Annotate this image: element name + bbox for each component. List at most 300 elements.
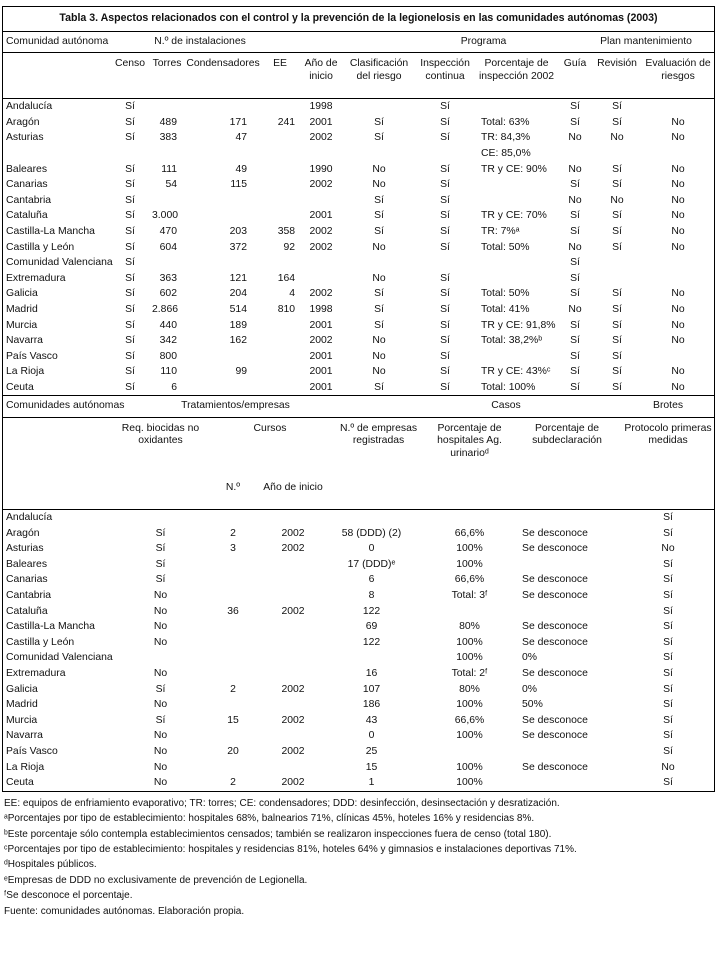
row-label: Baleares xyxy=(6,558,48,570)
table-row xyxy=(3,240,714,256)
row-label xyxy=(3,146,111,162)
table-cell: No xyxy=(153,636,168,648)
table-cell: 1998 xyxy=(309,101,333,113)
table-cell: Sí xyxy=(440,101,450,113)
row-label: Galicia xyxy=(6,288,38,300)
table-cell: Se desconoce xyxy=(522,761,588,773)
table-cell xyxy=(256,588,330,604)
table-cell xyxy=(299,146,343,162)
table-cell: 15 xyxy=(365,761,378,773)
table-row xyxy=(3,255,714,271)
table-cell: 2002 xyxy=(281,605,305,617)
table-cell: Sí xyxy=(374,319,384,331)
table-cell: 372 xyxy=(229,241,247,253)
col-revision: Revisión xyxy=(597,58,637,70)
table-cell: Sí xyxy=(125,101,135,113)
table-cell: Sí xyxy=(440,163,450,175)
table-cell: 2002 xyxy=(309,179,333,191)
table-cell xyxy=(111,510,210,526)
table-cell xyxy=(261,146,299,162)
table-cell: 514 xyxy=(229,303,247,315)
table-cell: 2002 xyxy=(281,543,305,555)
table-cell xyxy=(427,510,512,526)
table-cell: 25 xyxy=(365,745,378,757)
table-cell: 66,6% xyxy=(454,574,485,586)
table-cell: No xyxy=(568,132,582,144)
table-cell xyxy=(261,193,299,209)
table-row xyxy=(3,650,714,666)
table-cell: 80% xyxy=(459,621,480,633)
table-cell xyxy=(210,588,256,604)
table-cell: 2001 xyxy=(309,350,333,362)
table-cell: TR: 7%ᵃ xyxy=(481,225,520,237)
table-cell xyxy=(642,271,714,287)
note-line: ᶠSe desconoce el porcentaje. xyxy=(4,890,133,902)
table-cell: 604 xyxy=(159,241,177,253)
table-row xyxy=(3,177,714,193)
table-cell xyxy=(427,604,512,620)
table-cell: 2002 xyxy=(309,132,333,144)
installations-header: N.º de instalaciones xyxy=(154,35,246,47)
row-label: Comunidad Valenciana xyxy=(6,652,113,664)
col-ano-inicio: Año de inicio xyxy=(304,58,338,82)
table-cell: Sí xyxy=(570,319,580,331)
table-cell: No xyxy=(671,366,685,378)
table-cell: Sí xyxy=(612,116,622,128)
col-clasificacion: Clasificación del riesgo xyxy=(349,58,409,82)
table-row xyxy=(3,349,714,365)
table-row xyxy=(3,99,714,115)
table-cell: Sí xyxy=(374,116,384,128)
table-cell xyxy=(261,333,299,349)
table-cell: No xyxy=(153,761,168,773)
table-cell xyxy=(210,697,256,713)
table-cell: 2 xyxy=(230,777,236,789)
table-row xyxy=(3,510,714,526)
row-label: País Vasco xyxy=(6,745,58,757)
table-cell: 110 xyxy=(160,366,177,378)
row-label: Castilla y León xyxy=(6,241,75,253)
table-cell: Sí xyxy=(125,257,135,269)
table-cell xyxy=(261,208,299,224)
table-cell: No xyxy=(661,761,675,773)
table-cell: Sí xyxy=(663,512,673,524)
table-cell: CE: 85,0% xyxy=(481,147,531,159)
table-cell xyxy=(475,193,558,209)
table-cell: No xyxy=(671,319,685,331)
table-cell: 2002 xyxy=(281,527,305,539)
table-cell: Sí xyxy=(663,714,673,726)
table-cell: No xyxy=(153,699,168,711)
table-cell xyxy=(512,510,622,526)
table-cell: Sí xyxy=(374,303,384,315)
row-label: Ceuta xyxy=(6,381,34,393)
table-cell: 20 xyxy=(227,745,239,757)
table-cell: Sí xyxy=(663,699,673,711)
table-cell: Sí xyxy=(440,288,450,300)
table-cell xyxy=(261,255,299,271)
table-cell: 1998 xyxy=(309,303,333,315)
table-cell: No xyxy=(568,163,582,175)
table-cell: Sí xyxy=(155,527,166,539)
table-cell xyxy=(512,744,622,760)
table-cell xyxy=(330,510,427,526)
col-condensadores: Condensadores xyxy=(186,58,260,70)
table-row xyxy=(3,380,714,396)
table-cell xyxy=(475,271,558,287)
table-cell xyxy=(256,697,330,713)
row-label: País Vasco xyxy=(6,350,58,362)
table-cell: No xyxy=(671,116,685,128)
table-title: Tabla 3. Aspectos relacionados con el control y la prevención de la legionelosis en las comunidades autónomas (2003) xyxy=(3,7,714,32)
table-frame xyxy=(2,6,715,791)
table-cell: 440 xyxy=(159,319,177,331)
table-cell: 54 xyxy=(165,179,177,191)
table-cell: Sí xyxy=(570,366,580,378)
table-cell: Sí xyxy=(125,272,135,284)
table-cell: Sí xyxy=(663,652,673,664)
table-cell xyxy=(475,255,558,271)
table-cell: 100% xyxy=(456,699,483,711)
table-row xyxy=(3,744,714,760)
table-cell: 17 (DDD)ᵉ xyxy=(347,558,396,570)
table-cell: Sí xyxy=(440,335,450,347)
table-cell: Sí xyxy=(612,335,622,347)
treatments-header: Tratamientos/empresas xyxy=(181,400,290,412)
table-cell xyxy=(256,666,330,682)
table-cell: 15 xyxy=(227,714,239,726)
table-cell: Sí xyxy=(570,225,580,237)
table-cell xyxy=(642,349,714,365)
table-cell: Sí xyxy=(663,683,673,695)
table-cell: No xyxy=(153,730,168,742)
table-cell: 602 xyxy=(159,288,177,300)
bottom-group-header-row xyxy=(3,396,714,418)
table-row xyxy=(3,224,714,240)
table-cell: Sí xyxy=(440,303,450,315)
note-line: ᵇEste porcentaje sólo contempla establecimientos censados; también se realizaron inspecciones fuera de censo (total 180). xyxy=(4,828,552,840)
table-cell: Se desconoce xyxy=(522,590,588,602)
col-protocolo: Protocolo primeras medidas xyxy=(624,423,712,447)
table-cell: Sí xyxy=(612,381,622,393)
table-cell: Sí xyxy=(374,132,384,144)
table-cell xyxy=(475,99,558,115)
table-cell: 189 xyxy=(229,319,247,331)
table-cell: 2001 xyxy=(309,366,333,378)
table-cell: TR y CE: 43%ᶜ xyxy=(481,366,551,378)
table-cell: Sí xyxy=(125,132,135,144)
table-cell: 2002 xyxy=(309,225,333,237)
table-cell: 50% xyxy=(522,699,543,711)
document xyxy=(2,6,715,919)
table-cell xyxy=(475,177,558,193)
table-cell xyxy=(642,255,714,271)
table-cell: Sí xyxy=(663,745,673,757)
table-row xyxy=(3,541,714,557)
row-label: Cantabria xyxy=(6,194,52,206)
table-cell: Sí xyxy=(155,574,166,586)
table-cell: No xyxy=(153,668,168,679)
table-cell: Total: 41% xyxy=(481,303,530,315)
table-cell: Sí xyxy=(125,350,135,362)
table-cell xyxy=(261,349,299,365)
table-cell: 92 xyxy=(283,241,296,253)
table-cell: 489 xyxy=(159,116,177,128)
table-cell: 100% xyxy=(456,636,483,648)
row-label: La Rioja xyxy=(6,761,45,773)
table-cell xyxy=(256,510,330,526)
table-cell xyxy=(512,604,622,620)
col-censo: Censo xyxy=(114,58,146,70)
table-cell: Sí xyxy=(440,116,450,128)
table-cell xyxy=(149,99,185,115)
table-cell: Sí xyxy=(155,714,166,726)
table-row xyxy=(3,333,714,349)
table-cell: Se desconoce xyxy=(522,714,588,726)
table-cell: TR y CE: 90% xyxy=(481,163,547,175)
table-cell: 47 xyxy=(235,132,247,144)
table-cell: No xyxy=(671,194,685,206)
table-cell xyxy=(261,318,299,334)
table-cell: Sí xyxy=(440,366,450,378)
table-cell: 6 xyxy=(171,381,177,393)
table-cell: Sí xyxy=(663,636,673,648)
table-cell: 2002 xyxy=(281,683,305,695)
table-cell: Sí xyxy=(570,335,580,347)
table-cell: Sí xyxy=(612,303,622,315)
table-cell: 2.866 xyxy=(152,303,179,315)
table-cell: Sí xyxy=(125,225,135,237)
table-cell: 80% xyxy=(459,683,480,695)
table-cell xyxy=(210,510,256,526)
table-row xyxy=(3,666,714,682)
table-cell: 100% xyxy=(456,558,483,570)
table-cell xyxy=(642,146,714,162)
table-cell: TR y CE: 70% xyxy=(481,210,547,222)
col-torres: Torres xyxy=(152,58,182,70)
table-row xyxy=(3,572,714,588)
table-cell: Sí xyxy=(612,225,622,237)
table-cell: Sí xyxy=(125,288,135,300)
table-cell: Sí xyxy=(440,132,450,144)
table-row xyxy=(3,130,714,146)
table-cell: 43 xyxy=(365,714,378,726)
table-cell xyxy=(261,364,299,380)
table-cell: No xyxy=(372,272,386,284)
row-label: Cantabria xyxy=(6,590,52,602)
col-guia: Guía xyxy=(563,58,587,70)
row-label: Andalucía xyxy=(6,101,53,113)
table-cell xyxy=(185,255,261,271)
table-cell: 3 xyxy=(230,543,236,555)
table-cell: Sí xyxy=(125,194,135,206)
row-label: Aragón xyxy=(6,116,40,128)
table-cell: Sí xyxy=(440,319,450,331)
table-cell: No xyxy=(153,605,168,617)
table-cell: 164 xyxy=(277,272,296,284)
row-label: Ceuta xyxy=(6,777,34,789)
table-cell: No xyxy=(671,303,685,315)
table-cell: TR: 84,3% xyxy=(481,132,531,144)
table-row xyxy=(3,619,714,635)
table-cell: Sí xyxy=(374,194,384,206)
col-biocidas: Req. biocidas no oxidantes xyxy=(121,423,200,447)
table-cell xyxy=(299,255,343,271)
table-cell: Sí xyxy=(612,366,622,378)
note-line: ᵃPorcentajes por tipo de establecimiento: hospitales 68%, balnearios 71%, clínicas 45%, hoteles 16% y residencias 8%. xyxy=(4,813,535,825)
table-cell: Sí xyxy=(125,116,135,128)
table-cell: TR y CE: 91,8% xyxy=(481,319,556,331)
table-cell: 162 xyxy=(229,335,247,347)
table-row xyxy=(3,604,714,620)
table-cell xyxy=(592,271,642,287)
community-header: Comunidad autónoma xyxy=(6,35,109,47)
table-cell xyxy=(185,208,261,224)
table-cell: 8 xyxy=(368,590,375,602)
note-line: EE: equipos de enfriamiento evaporativo; TR: torres; CE: condensadores; DDD: desinfección, desinsectación y desratización. xyxy=(4,797,560,809)
table-cell: Se desconoce xyxy=(522,621,588,633)
table-cell xyxy=(185,99,261,115)
table-cell xyxy=(210,728,256,744)
row-label: Asturias xyxy=(6,132,44,144)
table-cell: Sí xyxy=(663,668,673,679)
table-cell: Sí xyxy=(663,730,673,742)
table-row xyxy=(3,364,714,380)
table-cell: No xyxy=(372,350,386,362)
table-cell xyxy=(299,193,343,209)
table-cell xyxy=(343,255,415,271)
table-cell: Sí xyxy=(570,288,580,300)
table-cell: Sí xyxy=(612,179,622,191)
row-label: Baleares xyxy=(6,163,48,175)
table-cell: Sí xyxy=(440,225,450,237)
table-cell: Sí xyxy=(440,194,450,206)
table-cell: 2001 xyxy=(309,210,333,222)
table-cell xyxy=(210,557,256,573)
table-cell: Sí xyxy=(612,241,622,253)
table-cell: Sí xyxy=(570,179,580,191)
table-cell: Sí xyxy=(440,241,450,253)
table-cell: Se desconoce xyxy=(522,730,588,742)
table-cell xyxy=(299,271,343,287)
table-row xyxy=(3,193,714,209)
table-cell: 6 xyxy=(368,574,375,586)
table-cell: Total: 2ᶠ xyxy=(451,668,488,679)
table-cell: Sí xyxy=(125,241,135,253)
table-row xyxy=(3,271,714,287)
table-cell xyxy=(210,760,256,776)
table-cell: No xyxy=(671,225,685,237)
table-cell: No xyxy=(372,241,386,253)
table-cell: No xyxy=(671,163,685,175)
table-cell xyxy=(256,650,330,666)
table-cell: 2 xyxy=(230,527,236,539)
row-label: Navarra xyxy=(6,335,43,347)
table-cell: 122 xyxy=(362,636,381,648)
table-cell: 66,6% xyxy=(454,714,485,726)
table-cell: 2 xyxy=(230,683,236,695)
table-cell xyxy=(261,162,299,178)
table-cell: Sí xyxy=(612,288,622,300)
table-cell: 2002 xyxy=(309,241,333,253)
note-line: ᶜPorcentajes por tipo de establecimiento: hospitales y residencias 81%, hoteles 64% y gimnasios e instalaciones deportivas 71%. xyxy=(4,843,577,855)
table-row xyxy=(3,713,714,729)
table-cell: Sí xyxy=(125,303,135,315)
top-column-header-row xyxy=(3,53,714,99)
col-cursos: Cursos xyxy=(253,423,287,435)
table-cell xyxy=(261,99,299,115)
row-label: La Rioja xyxy=(6,366,45,378)
table-cell: 363 xyxy=(159,272,177,284)
table-cell xyxy=(256,635,330,651)
table-cell: 100% xyxy=(456,652,483,664)
table-cell: No xyxy=(610,132,624,144)
table-cell: 36 xyxy=(227,605,239,617)
note-line: ᵈHospitales públicos. xyxy=(4,859,97,871)
table-cell: 171 xyxy=(229,116,247,128)
table-cell: 99 xyxy=(235,366,247,378)
col-ee: EE xyxy=(273,58,287,70)
table-cell xyxy=(149,193,185,209)
table-cell: 1990 xyxy=(309,163,333,175)
table-cell: Sí xyxy=(612,350,622,362)
table-cell xyxy=(261,130,299,146)
row-label: Madrid xyxy=(6,699,38,711)
table-cell xyxy=(592,146,642,162)
table-cell: Total: 38,2%ᵇ xyxy=(481,335,543,347)
table-cell: 241 xyxy=(277,116,296,128)
table-cell xyxy=(185,380,261,396)
table-cell: 100% xyxy=(456,777,483,789)
table-cell xyxy=(592,255,642,271)
table-cell: 66,6% xyxy=(454,527,485,539)
col-subdeclaracion: Porcentaje de subdeclaración xyxy=(532,423,602,447)
table-cell: Sí xyxy=(570,350,580,362)
table-cell: Sí xyxy=(612,319,622,331)
row-label: Comunidad Valenciana xyxy=(6,257,113,269)
table-cell: Sí xyxy=(374,288,384,300)
row-label: Galicia xyxy=(6,683,38,695)
row-label: Murcia xyxy=(6,714,38,726)
table-cell: 4 xyxy=(289,288,296,300)
table-cell: Sí xyxy=(663,574,673,586)
table-row xyxy=(3,162,714,178)
table-cell xyxy=(256,619,330,635)
outbreaks-header: Brotes xyxy=(653,400,684,412)
table-row xyxy=(3,588,714,604)
table-cell: No xyxy=(153,590,168,602)
table-cell: Total: 100% xyxy=(481,381,536,393)
table-cell xyxy=(343,146,415,162)
table-cell: Sí xyxy=(125,163,135,175)
row-label: Murcia xyxy=(6,319,38,331)
table-cell: Sí xyxy=(155,543,166,555)
table-row xyxy=(3,526,714,542)
table-cell: Sí xyxy=(125,210,135,222)
table-cell: 2001 xyxy=(309,319,333,331)
table-cell xyxy=(330,650,427,666)
table-row xyxy=(3,697,714,713)
table-cell: 0 xyxy=(368,730,375,742)
table-cell: No xyxy=(671,288,685,300)
table-cell: No xyxy=(671,335,685,347)
table-cell: Se desconoce xyxy=(522,636,588,648)
table-cell: 121 xyxy=(229,272,247,284)
col-evaluacion: Evaluación de riesgos xyxy=(645,58,711,82)
note-line: ᵉEmpresas de DDD no exclusivamente de prevención de Legionella. xyxy=(4,874,308,886)
table-cell xyxy=(256,760,330,776)
note-line: Fuente: comunidades autónomas. Elaboración propia. xyxy=(4,905,245,917)
